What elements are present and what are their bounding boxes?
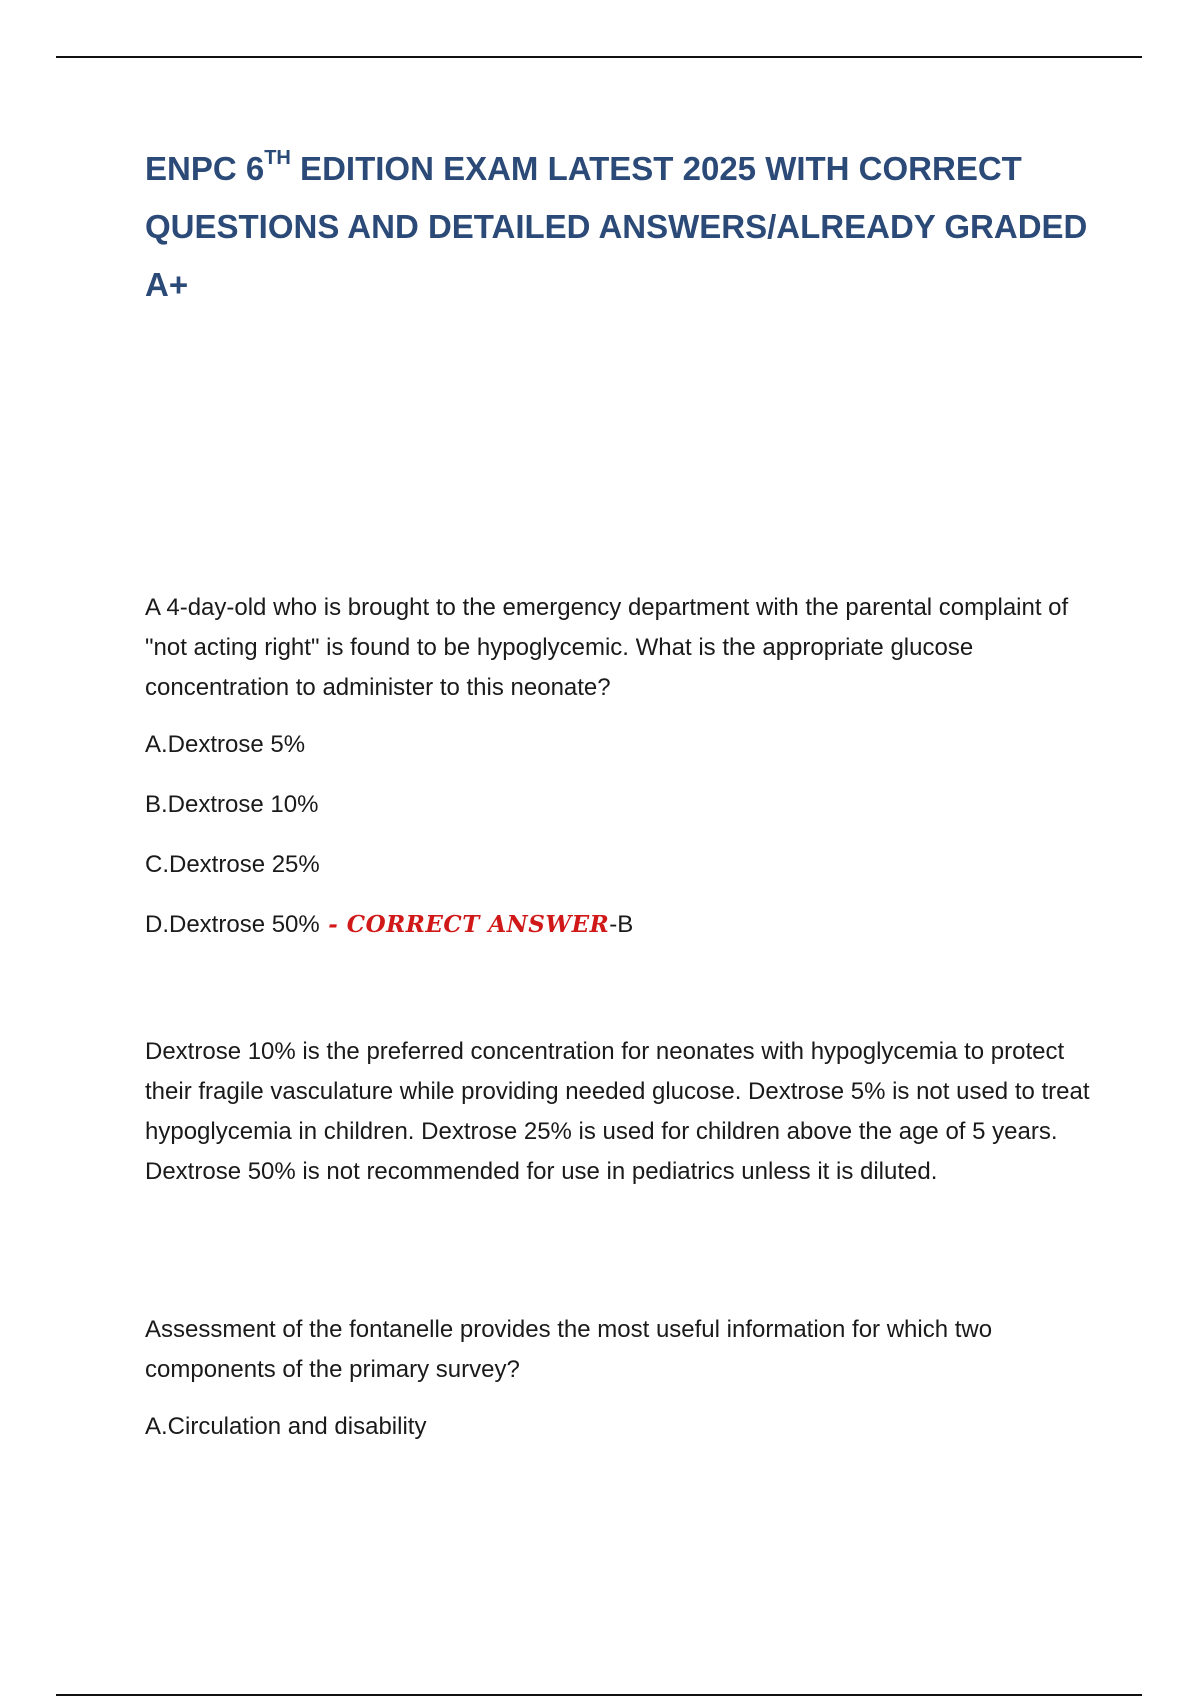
question-1 xyxy=(145,588,1095,948)
question-1-option-b: B.Dextrose 10% xyxy=(145,791,319,818)
question-1-option-d: D.Dextrose 50% xyxy=(145,911,320,938)
question-1-text: A 4-day-old who is brought to the emergency department with the parental complaint of "not acting right" is found to be hypoglycemic. What is the appropriate glucose concentration to administer to this neonate? xyxy=(145,594,1069,701)
correct-answer-marker: - CORRECT ANSWER xyxy=(319,911,610,938)
correct-answer-value: -B xyxy=(609,911,634,938)
title-part2: EDITION EXAM LATEST 2025 WITH CORRECT QUESTIONS AND DETAILED ANSWERS/ALREADY GRADED A+ xyxy=(145,150,1088,303)
bottom-rule xyxy=(56,1694,1142,1696)
explanation-text: Dextrose 10% is the preferred concentration for neonates with hypoglycemia to protect their fragile vasculature while providing needed glucose. Dextrose 5% is not used to treat hypoglycemia in children. Dextrose 25% is used for children above the age of 5 years. Dextrose 50% is not recommended for use in pediatrics unless it is diluted. xyxy=(145,1038,1090,1185)
question-2 xyxy=(145,1310,1095,1450)
question-1-option-d-line xyxy=(145,902,1095,948)
question-1-option-a: A.Dextrose 5% xyxy=(145,731,306,758)
question-1-explanation xyxy=(145,1032,1095,1192)
question-2-option-a: A.Circulation and disability xyxy=(145,1413,427,1440)
title-part1: ENPC 6 xyxy=(145,150,265,187)
question-1-option-c: C.Dextrose 25% xyxy=(145,851,320,878)
title-superscript: TH xyxy=(264,147,291,169)
top-rule xyxy=(56,56,1142,58)
document-title xyxy=(145,140,1095,314)
question-2-text: Assessment of the fontanelle provides the most useful information for which two components of the primary survey? xyxy=(145,1316,993,1383)
